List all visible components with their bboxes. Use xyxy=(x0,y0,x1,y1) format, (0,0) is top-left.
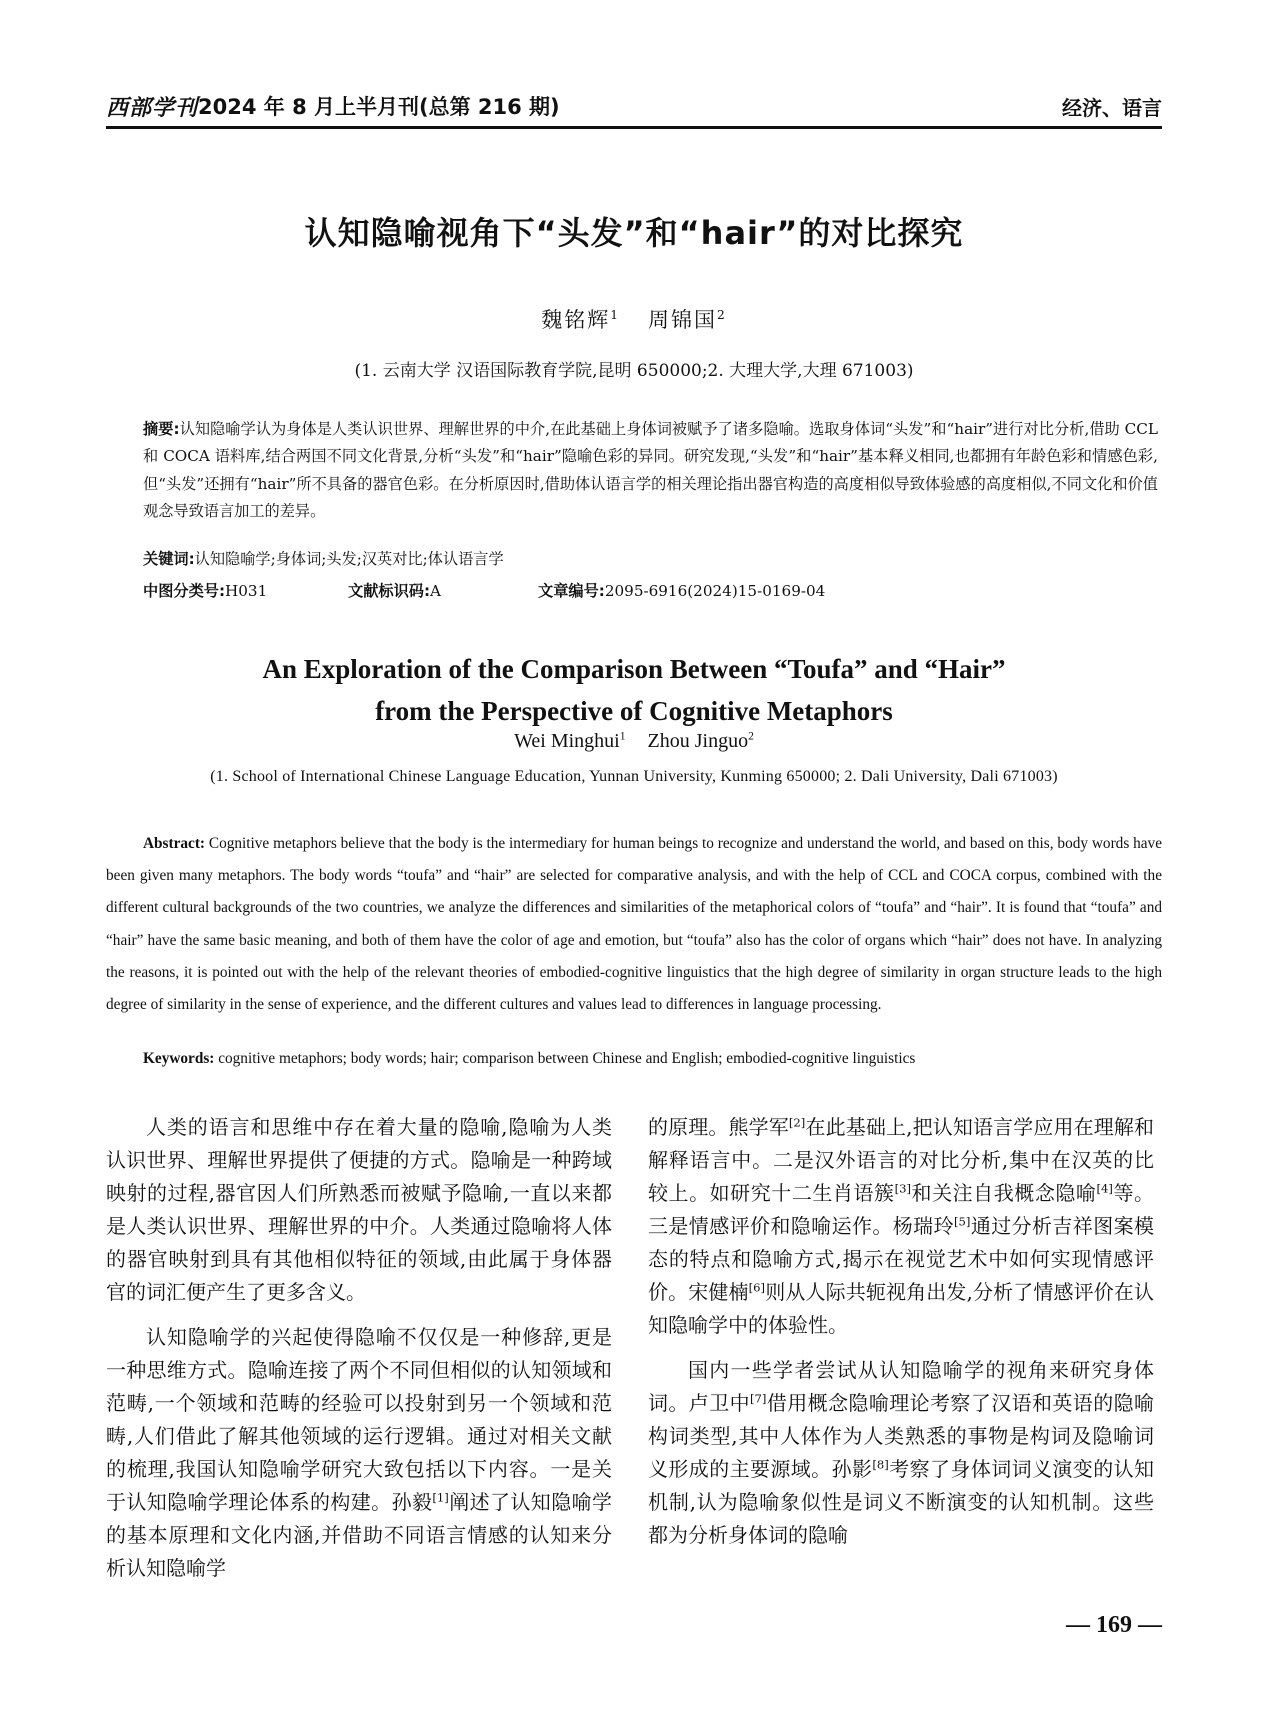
text-run: 和关注自我概念隐喻 xyxy=(911,1181,1097,1205)
keywords-chinese xyxy=(143,548,1158,569)
running-header xyxy=(106,88,1162,124)
authors-english xyxy=(106,730,1162,753)
body-paragraph xyxy=(106,1321,612,1585)
article-value: 2095-6916(2024)15-0169-04 xyxy=(604,582,826,600)
abstract-label: 摘要: xyxy=(143,420,180,438)
citation-ref: [8] xyxy=(872,1457,889,1472)
document-code xyxy=(348,580,538,601)
header-rule xyxy=(106,126,1162,129)
citation-ref: [3] xyxy=(894,1181,911,1196)
author-name: 魏铭辉 xyxy=(541,308,611,332)
text-run: 国内一些学者尝试从认知隐喻学的视角来研究身体词。卢卫中 xyxy=(648,1358,1154,1415)
title-english-line1: An Exploration of the Comparison Between “Toufa” and “Hair” xyxy=(262,654,1006,684)
authors-chinese xyxy=(106,304,1162,334)
text-run: 等。三是情感评价和隐喻运作。杨瑞玲 xyxy=(648,1181,1154,1238)
body-paragraph: 人类的语言和思维中存在着大量的隐喻,隐喻为人类认识世界、理解世界提供了便捷的方式。隐喻是一种跨域映射的过程,器官因人们所熟悉而被赋予隐喻,一直以来都是人类认识世界、理解世界的中介。人类通过隐喻将人体的器官映射到具有其他相似特征的领域,由此属于身体器官的词汇便产生了更多含义。 xyxy=(106,1115,612,1304)
keywords-text: cognitive metaphors; body words; hair; comparison between Chinese and English; embodied-cognitive linguistics xyxy=(218,1050,916,1067)
text-run: 考察了身体词词义演变的认知机制,认为隐喻象似性是词义不断演变的认知机制。这些都为分析身体词的隐喻 xyxy=(648,1457,1155,1547)
affiliation-english: (1. School of International Chinese Language Education, Yunnan University, Kunming 650000; 2. Dali University, Dali 671003) xyxy=(210,768,1058,785)
classification-row xyxy=(143,580,1158,601)
author-mark: 2 xyxy=(748,729,754,743)
keywords-text: 认知隐喻学;身体词;头发;汉英对比;体认语言学 xyxy=(194,550,504,568)
doc-value: A xyxy=(430,582,441,600)
abstract-english xyxy=(106,828,1162,1021)
keywords-english xyxy=(143,1050,1162,1068)
citation-ref: [7] xyxy=(750,1391,767,1406)
keywords-label: 关键词: xyxy=(143,550,195,568)
article-label: 文章编号: xyxy=(538,582,605,600)
abstract-text: Cognitive metaphors believe that the body is the intermediary for human beings to recognize and understand the world, and based on this, body words have been given many metaphors. The body words “toufa” and “hair” are selected for comparative analysis, and with the help of CCL and COCA corpus, combined with the different cultural backgrounds of the two countries, we analyze the differences and similarities of the metaphorical colors of “toufa” and “hair”. It is found that “toufa” and “hair” have the same basic meaning, and both of them have the color of age and emotion, but “toufa” also has the color of organs which “hair” does not have. In analyzing the reasons, it is pointed out with the help of the relevant theories of embodied-cognitive linguistics that the high degree of similarity in organ structure leads to the high degree of similarity in the sense of experience, and the different cultures and values lead to differences in language processing. xyxy=(106,835,1162,1014)
body-paragraph xyxy=(648,1111,1154,1342)
abstract-text: 认知隐喻学认为身体是人类认识世界、理解世界的中介,在此基础上身体词被赋予了诸多隐喻。选取身体词“头发”和“hair”进行对比分析,借助 CCL 和 COCA 语料库,结合两国不同文化背景,分析“头发”和“hair”隐喻色彩的异同。研究发现,“头发”和“hair”基本释义相同,也都拥有年龄色彩和情感色彩,但“头发”还拥有“hair”所不具备的器官色彩。在分析原因时,借助体认语言学的相关理论指出器官构造的高度相似导致体验感的高度相似,不同文化和价值观念导致语言加工的差异。 xyxy=(143,420,1158,520)
text-run: 则从人际共轭视角出发,分析了情感评价在认知隐喻学中的体验性。 xyxy=(648,1280,1154,1337)
text-run: 借用概念隐喻理论考察了汉语和英语的隐喻构词类型,其中人体作为人类熟悉的事物是构词及隐喻词义形成的主要源域。孙影 xyxy=(648,1391,1155,1481)
article-number xyxy=(538,580,825,601)
citation-ref: [4] xyxy=(1096,1181,1113,1196)
header-left xyxy=(106,91,560,122)
body-column-right xyxy=(648,1111,1154,1564)
author-mark: 2 xyxy=(717,308,727,322)
body-column-left xyxy=(106,1111,612,1597)
title-chinese: 认知隐喻视角下“头发”和“hair”的对比探究 xyxy=(304,214,964,252)
citation-ref: [5] xyxy=(953,1214,971,1229)
author-mark: 1 xyxy=(619,729,626,743)
text-run: 通过分析吉祥图案模态的特点和隐喻方式,揭示在视觉艺术中如何实现情感评价。宋健楠 xyxy=(648,1214,1155,1304)
text-run: 认知隐喻学的兴起使得隐喻不仅仅是一种修辞,更是一种思维方式。隐喻连接了两个不同但相似的认知领域和范畴,一个领域和范畴的经验可以投射到另一个领域和范畴,人们借此了解其他领域的运行逻辑。通过对相关文献的梳理,我国认知隐喻学研究大致包括以下内容。一是关于认知隐喻学理论体系的构建。孙毅 xyxy=(106,1325,612,1514)
clc-value: H031 xyxy=(225,582,268,600)
citation-ref: [1] xyxy=(432,1490,449,1505)
title-english xyxy=(106,648,1162,732)
clc-code xyxy=(143,580,348,601)
title-english-line2: from the Perspective of Cognitive Metaphors xyxy=(375,696,893,726)
author-mark: 1 xyxy=(610,308,620,322)
abstract-chinese xyxy=(143,416,1158,525)
citation-ref: [2] xyxy=(788,1115,806,1130)
text-run: 在此基础上,把认知语言学应用在理解和解释语言中。二是汉外语言的对比分析,集中在汉英的比较上。如研究十二生肖语簇 xyxy=(648,1115,1155,1205)
author-name: Zhou Jinguo xyxy=(647,730,749,752)
author-name: 周锦国 xyxy=(648,308,717,332)
text-run: 的原理。熊学军 xyxy=(648,1115,789,1139)
section-label: 经济、语言 xyxy=(1062,95,1162,120)
abstract-label: Abstract: xyxy=(143,835,206,852)
text-run: 阐述了认知隐喻学的基本原理和文化内涵,并借助不同语言情感的认知来分析认知隐喻学 xyxy=(106,1490,612,1580)
journal-logo: 西部学刊 xyxy=(106,94,199,121)
affiliation-chinese: (1. 云南大学 汉语国际教育学院,昆明 650000;2. 大理大学,大理 671003) xyxy=(354,361,914,381)
author-name: Wei Minghui xyxy=(514,730,620,752)
citation-ref: [6] xyxy=(748,1280,766,1295)
body-paragraph xyxy=(648,1354,1154,1552)
doc-label: 文献标识码: xyxy=(348,582,431,600)
page-number: — 169 — xyxy=(1066,1612,1162,1638)
clc-label: 中图分类号: xyxy=(143,582,226,600)
issue-info: 2024 年 8 月上半月刊(总第 216 期) xyxy=(198,95,560,119)
keywords-label: Keywords: xyxy=(143,1050,215,1067)
